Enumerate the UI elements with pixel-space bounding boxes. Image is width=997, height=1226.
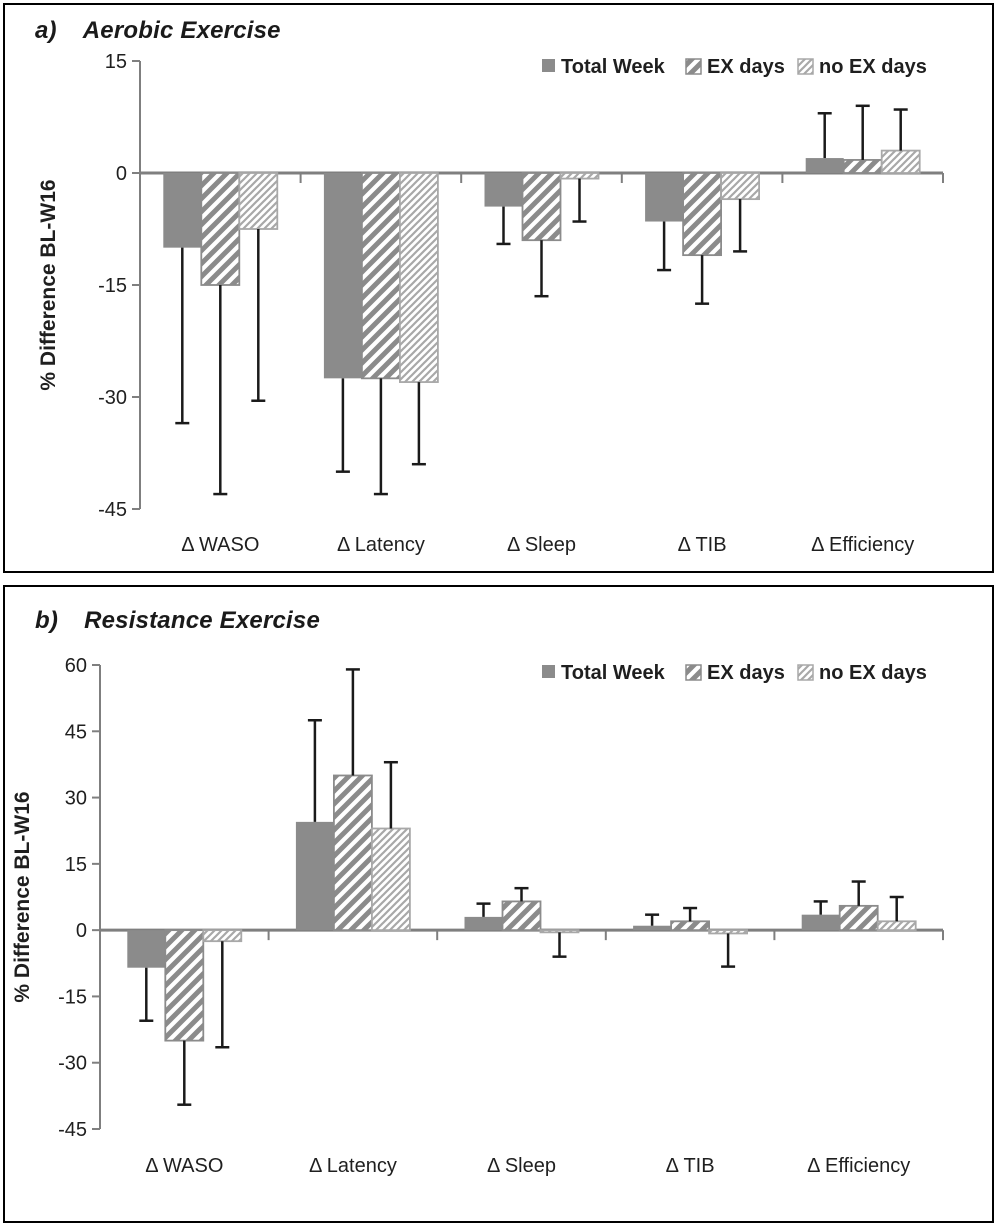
category-label-4: Δ TIB — [677, 534, 727, 556]
legend-label-ex-days: EX days — [707, 56, 785, 78]
panel-resistance-exercise — [3, 585, 994, 1223]
panel-b-title — [35, 607, 320, 635]
category-label-1: Δ WASO — [145, 1155, 224, 1177]
legend-swatch-no-ex-days — [798, 665, 813, 680]
y-tick-label: 30 — [64, 787, 87, 810]
bar-no-ex-days-3 — [541, 930, 579, 932]
bar-total-week-3 — [465, 917, 503, 930]
y-tick-label: -30 — [58, 1052, 87, 1075]
category-label-1: Δ WASO — [181, 534, 260, 556]
y-tick-label: -15 — [98, 275, 127, 297]
y-tick-label: -45 — [98, 499, 127, 521]
legend-swatch-no-ex-days — [798, 59, 813, 74]
legend-label-no-ex-days: no EX days — [819, 662, 927, 684]
bar-no-ex-days-5 — [878, 921, 916, 930]
y-tick-label: 15 — [104, 51, 127, 73]
bar-ex-days-2 — [362, 173, 400, 378]
legend-swatch-ex-days — [686, 59, 701, 74]
bar-no-ex-days-2 — [372, 829, 410, 931]
bar-ex-days-2 — [334, 775, 372, 930]
panel-b-letter: b) — [35, 607, 59, 634]
chart-svg-b — [5, 587, 992, 1221]
bar-total-week-5 — [802, 915, 840, 930]
panel-a-letter: a) — [35, 17, 57, 44]
y-tick-label: 0 — [115, 163, 127, 185]
category-label-2: Δ Latency — [308, 1155, 397, 1177]
bar-no-ex-days-5 — [882, 151, 920, 173]
bar-total-week-2 — [324, 173, 362, 378]
y-axis-title: % Difference BL-W16 — [37, 179, 60, 391]
bar-ex-days-3 — [523, 173, 561, 240]
bar-total-week-4 — [645, 173, 683, 222]
bar-ex-days-5 — [844, 160, 882, 173]
bars — [127, 775, 915, 1040]
legend-label-total-week: Total Week — [561, 56, 665, 78]
panel-b-title-text: Resistance Exercise — [84, 607, 321, 634]
category-label-3: Δ Sleep — [507, 534, 576, 556]
category-label-4: Δ TIB — [665, 1155, 715, 1177]
category-label-3: Δ Sleep — [487, 1155, 556, 1177]
bar-total-week-2 — [296, 822, 334, 930]
bar-ex-days-1 — [165, 930, 203, 1040]
bar-ex-days-3 — [503, 901, 541, 930]
legend-swatch-total-week — [542, 665, 555, 678]
chart-resistance — [5, 587, 992, 1221]
legend-label-no-ex-days: no EX days — [819, 56, 927, 78]
bar-total-week-1 — [127, 930, 165, 968]
panel-aerobic-exercise — [3, 3, 994, 573]
category-label-5: Δ Efficiency — [811, 534, 915, 556]
y-axis — [37, 51, 140, 521]
error-bars — [139, 669, 903, 1104]
bar-ex-days-1 — [201, 173, 239, 285]
y-tick-label: 60 — [64, 655, 87, 677]
bar-no-ex-days-4 — [709, 930, 747, 933]
bar-no-ex-days-1 — [239, 173, 277, 229]
bar-no-ex-days-3 — [561, 173, 599, 179]
y-axis — [11, 655, 100, 1141]
bar-no-ex-days-1 — [203, 930, 241, 941]
legend — [542, 662, 927, 684]
bar-total-week-1 — [163, 173, 201, 248]
y-tick-label: 0 — [75, 920, 87, 943]
bar-ex-days-5 — [840, 906, 878, 930]
legend-swatch-ex-days — [686, 665, 701, 680]
y-axis-title: % Difference BL-W16 — [11, 791, 34, 1003]
y-tick-label: -30 — [98, 387, 127, 409]
y-tick-label: 15 — [64, 853, 87, 876]
bar-total-week-5 — [806, 158, 844, 173]
error-bars — [175, 106, 907, 494]
category-label-5: Δ Efficiency — [807, 1155, 911, 1177]
legend-label-ex-days: EX days — [707, 662, 785, 684]
y-tick-label: -15 — [58, 986, 87, 1009]
category-label-2: Δ Latency — [336, 534, 425, 556]
legend-label-total-week: Total Week — [561, 662, 665, 684]
bar-ex-days-4 — [683, 173, 721, 255]
y-tick-label: -45 — [58, 1119, 87, 1141]
bar-ex-days-4 — [671, 921, 709, 930]
bar-total-week-4 — [633, 926, 671, 930]
bar-no-ex-days-4 — [721, 173, 759, 199]
y-tick-label: 45 — [64, 721, 87, 744]
legend-swatch-total-week — [542, 59, 555, 72]
chart-aerobic — [5, 5, 992, 571]
bar-total-week-3 — [485, 173, 523, 207]
legend — [542, 56, 927, 78]
chart-svg-a — [5, 5, 992, 571]
panel-a-title — [35, 17, 281, 45]
panel-a-title-text: Aerobic Exercise — [82, 17, 281, 44]
bar-no-ex-days-2 — [400, 173, 438, 382]
